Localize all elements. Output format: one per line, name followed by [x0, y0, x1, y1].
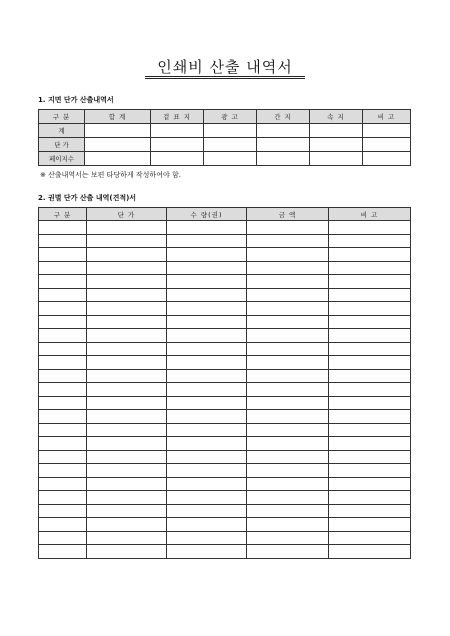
table-cell[interactable]: [247, 248, 329, 262]
table-cell[interactable]: [85, 138, 151, 152]
table-cell[interactable]: [247, 450, 329, 464]
table-cell[interactable]: [167, 356, 247, 370]
table-cell[interactable]: [329, 477, 411, 491]
table-cell[interactable]: [247, 464, 329, 478]
table-cell[interactable]: [167, 302, 247, 316]
table-row: [39, 315, 411, 329]
table-row: [39, 302, 411, 316]
table-cell[interactable]: [39, 315, 87, 329]
table-header-row: [39, 110, 411, 124]
table-cell[interactable]: [85, 152, 151, 166]
table-cell[interactable]: [87, 423, 167, 437]
table-cell[interactable]: [39, 342, 87, 356]
table-cell[interactable]: [247, 531, 329, 545]
table-row: [39, 410, 411, 424]
table-cell[interactable]: [39, 464, 87, 478]
table-cell[interactable]: [257, 138, 310, 152]
col-header-inner: 속 지: [310, 110, 363, 124]
table-cell[interactable]: [39, 396, 87, 410]
table-cell[interactable]: [87, 221, 167, 235]
table-cell[interactable]: [247, 261, 329, 275]
table-cell[interactable]: [87, 545, 167, 559]
table-cell[interactable]: [87, 491, 167, 505]
table-cell[interactable]: [87, 518, 167, 532]
table-cell[interactable]: [87, 302, 167, 316]
table-cell[interactable]: [329, 234, 411, 248]
table-cell[interactable]: [247, 315, 329, 329]
table-cell[interactable]: [167, 383, 247, 397]
table-cell[interactable]: [329, 356, 411, 370]
table-cell[interactable]: [167, 221, 247, 235]
table-cell[interactable]: [247, 342, 329, 356]
table-cell[interactable]: [329, 450, 411, 464]
table-cell[interactable]: [167, 261, 247, 275]
table-cell[interactable]: [87, 396, 167, 410]
table-cell[interactable]: [39, 234, 87, 248]
table-cell[interactable]: [247, 477, 329, 491]
table-cell[interactable]: [257, 124, 310, 138]
table-cell[interactable]: [167, 275, 247, 289]
table-cell[interactable]: [87, 356, 167, 370]
table-cell[interactable]: [247, 396, 329, 410]
table-cell[interactable]: [39, 450, 87, 464]
table-cell[interactable]: [329, 329, 411, 343]
table-cell[interactable]: [204, 152, 257, 166]
table-cell[interactable]: [167, 450, 247, 464]
table-cell[interactable]: [167, 248, 247, 262]
table-row: [39, 531, 411, 545]
table-cell[interactable]: [247, 234, 329, 248]
table-cell[interactable]: [329, 531, 411, 545]
table-cell[interactable]: [167, 315, 247, 329]
table-cell[interactable]: [151, 152, 204, 166]
table-cell[interactable]: [39, 477, 87, 491]
table-row: [39, 152, 411, 166]
table-row: [39, 288, 411, 302]
table-cell[interactable]: [39, 545, 87, 559]
table-cell[interactable]: [167, 342, 247, 356]
table-cell[interactable]: [167, 531, 247, 545]
table-cell[interactable]: [363, 124, 411, 138]
table-cell[interactable]: [329, 221, 411, 235]
table-row: [39, 356, 411, 370]
table-cell[interactable]: [329, 315, 411, 329]
table-cell[interactable]: [87, 261, 167, 275]
table-cell[interactable]: [329, 423, 411, 437]
table-row: [39, 261, 411, 275]
table-row: [39, 545, 411, 559]
table-cell[interactable]: [39, 437, 87, 451]
table-cell[interactable]: [39, 504, 87, 518]
table-cell[interactable]: [167, 234, 247, 248]
table-cell[interactable]: [87, 275, 167, 289]
table-row: [39, 221, 411, 235]
table-header-row: [39, 208, 411, 221]
table-cell[interactable]: [87, 477, 167, 491]
table-cell[interactable]: [85, 124, 151, 138]
table-cell[interactable]: [167, 288, 247, 302]
table-cell[interactable]: [39, 356, 87, 370]
table-cell[interactable]: [310, 138, 363, 152]
table-cell[interactable]: [39, 288, 87, 302]
col-header-unit-price: 단 가: [87, 208, 167, 221]
table-cell[interactable]: [87, 464, 167, 478]
col-header-category: 구 분: [39, 208, 87, 221]
table-cell[interactable]: [39, 491, 87, 505]
table-cell[interactable]: [329, 383, 411, 397]
table-cell[interactable]: [247, 504, 329, 518]
title-underline-top: [145, 76, 305, 77]
table-cell[interactable]: [39, 423, 87, 437]
table-cell[interactable]: [329, 396, 411, 410]
table-cell[interactable]: [39, 261, 87, 275]
table-cell[interactable]: [329, 248, 411, 262]
table-cell[interactable]: [167, 369, 247, 383]
table-cell[interactable]: [39, 518, 87, 532]
col-header-ad: 광 고: [204, 110, 257, 124]
section1-note: ※ 산출내역서는 보편 타당하게 작성하여야 함.: [40, 171, 181, 179]
table-cell[interactable]: [247, 356, 329, 370]
table-cell[interactable]: [167, 491, 247, 505]
table-cell[interactable]: [87, 234, 167, 248]
table-cell[interactable]: [329, 261, 411, 275]
row-label-total: 계: [39, 124, 85, 138]
table-row: [39, 477, 411, 491]
table-cell[interactable]: [329, 518, 411, 532]
table-cell[interactable]: [39, 369, 87, 383]
table-row: [39, 423, 411, 437]
table-cell[interactable]: [87, 410, 167, 424]
table-cell[interactable]: [329, 464, 411, 478]
table-row: [39, 138, 411, 152]
table-cell[interactable]: [204, 124, 257, 138]
title-underline-bottom: [145, 78, 305, 79]
table-cell[interactable]: [87, 383, 167, 397]
table-cell[interactable]: [39, 531, 87, 545]
table-cell[interactable]: [329, 504, 411, 518]
col-header-remarks: 비 고: [329, 208, 411, 221]
table-cell[interactable]: [257, 152, 310, 166]
table-cell[interactable]: [87, 342, 167, 356]
document-title: 인쇄비 산출 내역서: [157, 58, 293, 76]
row-label-page-count: 페이지수: [39, 152, 85, 166]
row-label-unit-price: 단 가: [39, 138, 85, 152]
table-cell[interactable]: [329, 369, 411, 383]
table-cell[interactable]: [329, 437, 411, 451]
table-row: [39, 234, 411, 248]
table-cell[interactable]: [39, 302, 87, 316]
col-header-amount: 금 액: [247, 208, 329, 221]
col-header-insert: 간 지: [257, 110, 310, 124]
col-header-cover: 겉 표 지: [151, 110, 204, 124]
table-row: [39, 437, 411, 451]
table-row: [39, 491, 411, 505]
col-header-total: 합 계: [85, 110, 151, 124]
table-cell[interactable]: [329, 545, 411, 559]
section1-heading: 1. 지면 단가 산출내역서: [38, 96, 114, 104]
table-row: [39, 124, 411, 138]
table-cell[interactable]: [204, 138, 257, 152]
table-row: [39, 369, 411, 383]
table-row: [39, 329, 411, 343]
table-cell[interactable]: [87, 329, 167, 343]
table-cell[interactable]: [310, 152, 363, 166]
table-row: [39, 504, 411, 518]
table-cell[interactable]: [247, 518, 329, 532]
table-cell[interactable]: [247, 329, 329, 343]
table-cell[interactable]: [247, 545, 329, 559]
table-cell[interactable]: [39, 383, 87, 397]
table-cell[interactable]: [247, 423, 329, 437]
table-row: [39, 396, 411, 410]
table-row: [39, 518, 411, 532]
table-cell[interactable]: [329, 302, 411, 316]
table-row: [39, 464, 411, 478]
table-cell[interactable]: [151, 138, 204, 152]
table-row: [39, 248, 411, 262]
table-cell[interactable]: [39, 248, 87, 262]
per-volume-cost-table: [38, 207, 411, 559]
col-header-category: 구 분: [39, 110, 85, 124]
table-cell[interactable]: [167, 545, 247, 559]
table-cell[interactable]: [247, 275, 329, 289]
table-cell[interactable]: [87, 450, 167, 464]
table-cell[interactable]: [87, 248, 167, 262]
table-cell[interactable]: [329, 288, 411, 302]
table-cell[interactable]: [167, 396, 247, 410]
table-cell[interactable]: [87, 437, 167, 451]
table-cell[interactable]: [247, 221, 329, 235]
table-cell[interactable]: [310, 124, 363, 138]
table-cell[interactable]: [87, 288, 167, 302]
table-cell[interactable]: [39, 329, 87, 343]
table-cell[interactable]: [87, 504, 167, 518]
table-cell[interactable]: [87, 531, 167, 545]
table-row: [39, 450, 411, 464]
page-unit-cost-table: [38, 109, 411, 166]
table-cell[interactable]: [329, 275, 411, 289]
table-cell[interactable]: [329, 410, 411, 424]
table-cell[interactable]: [167, 423, 247, 437]
table-cell[interactable]: [247, 302, 329, 316]
table-cell[interactable]: [247, 410, 329, 424]
table-cell[interactable]: [247, 288, 329, 302]
table-cell[interactable]: [247, 491, 329, 505]
table-cell[interactable]: [247, 383, 329, 397]
table-cell[interactable]: [363, 138, 411, 152]
table-cell[interactable]: [87, 369, 167, 383]
table-row: [39, 383, 411, 397]
table-cell[interactable]: [167, 437, 247, 451]
table-cell[interactable]: [87, 315, 167, 329]
table-cell[interactable]: [39, 221, 87, 235]
col-header-quantity: 수 량(권): [167, 208, 247, 221]
table-cell[interactable]: [363, 152, 411, 166]
table-cell[interactable]: [167, 329, 247, 343]
table-cell[interactable]: [329, 342, 411, 356]
table-cell[interactable]: [39, 410, 87, 424]
table-cell[interactable]: [167, 518, 247, 532]
col-header-remarks: 비 고: [363, 110, 411, 124]
table-cell[interactable]: [247, 369, 329, 383]
section2-heading: 2. 권별 단가 산출 내역(견적)서: [38, 194, 137, 202]
table-cell[interactable]: [329, 491, 411, 505]
table-cell[interactable]: [167, 504, 247, 518]
table-cell[interactable]: [167, 464, 247, 478]
table-row: [39, 342, 411, 356]
table-cell[interactable]: [167, 410, 247, 424]
table-cell[interactable]: [39, 275, 87, 289]
table-cell[interactable]: [151, 124, 204, 138]
table-cell[interactable]: [247, 437, 329, 451]
table-cell[interactable]: [167, 477, 247, 491]
table-row: [39, 275, 411, 289]
